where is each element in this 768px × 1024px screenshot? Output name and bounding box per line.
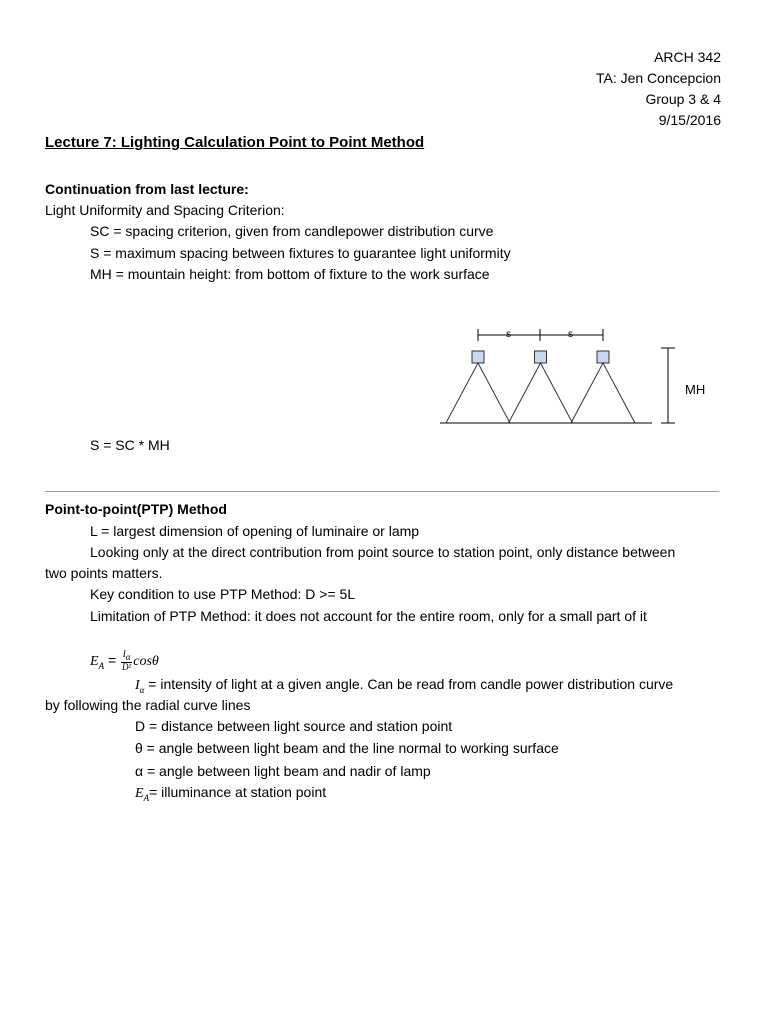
s-definition: S = maximum spacing between fixtures to guarantee light uniformity [90, 245, 511, 261]
spacing-formula: S = SC * MH [90, 437, 170, 453]
equation-lhs: E [90, 654, 99, 669]
ea-definition [135, 784, 326, 806]
mh-dimension-line [661, 348, 675, 423]
section-divider [45, 491, 719, 492]
light-cone [446, 363, 510, 423]
light-fixture-icon [597, 351, 609, 363]
course-code: ARCH 342 [654, 49, 721, 65]
light-cone [571, 363, 635, 423]
alpha-definition: α = angle between light beam and nadir of lamp [135, 763, 431, 779]
spacing-label-1: s [506, 329, 511, 340]
section2-heading: Point-to-point(PTP) Method [45, 501, 227, 517]
theta-definition: θ = angle between light beam and the line normal to working surface [135, 740, 559, 756]
ia-text: = intensity of light at a given angle. Can be read from candle power distribution curve [144, 676, 674, 692]
l-definition: L = largest dimension of opening of luminaire or lamp [90, 523, 420, 539]
fixtures-group [446, 351, 635, 423]
light-fixture-icon [472, 351, 484, 363]
section1-subheading: Light Uniformity and Spacing Criterion: [45, 202, 285, 218]
limitation: Limitation of PTP Method: it does not account for the entire room, only for a small part of it [90, 608, 647, 624]
light-fixture-icon [535, 351, 547, 363]
illuminance-equation [90, 649, 159, 677]
ptp-paragraph-line1: Looking only at the direct contribution from point source to station point, only distance between [90, 544, 676, 560]
equation-trailing: cosθ [133, 654, 159, 669]
spacing-dimension-line [478, 329, 603, 341]
light-cone [509, 363, 573, 423]
ta-name: TA: Jen Concepcion [595, 70, 721, 86]
ea-text: = illuminance at station point [149, 784, 327, 800]
sc-definition: SC = spacing criterion, given from candlepower distribution curve [90, 223, 494, 239]
date-label: 9/15/2016 [658, 112, 721, 128]
page-title: Lecture 7: Lighting Calculation Point to Point Method [45, 134, 425, 151]
spacing-label-2: s [568, 329, 573, 340]
d-definition: D = distance between light source and station point [135, 718, 453, 734]
mh-label: MH [685, 382, 706, 397]
equation-fraction [121, 650, 132, 672]
group-label: Group 3 & 4 [645, 91, 721, 107]
ia-symbol: I [135, 678, 140, 693]
equation-numerator-sub: α [125, 652, 131, 663]
ptp-paragraph-line2: two points matters. [45, 565, 163, 581]
equation-numerator-symbol: I [122, 649, 126, 660]
ia-definition [135, 676, 673, 698]
ea-symbol: E [135, 786, 144, 801]
ia-definition-cont: by following the radial curve lines [45, 697, 251, 713]
fixture-spacing-diagram [440, 325, 706, 429]
equation-denominator: D² [122, 662, 132, 673]
key-condition: Key condition to use PTP Method: D >= 5L [90, 586, 356, 602]
ia-symbol-sub: α [139, 684, 145, 695]
equation-lhs-sub: A [98, 660, 105, 671]
section1-heading: Continuation from last lecture: [45, 181, 249, 197]
equation-equals: = [104, 652, 121, 668]
ea-symbol-sub: A [143, 792, 150, 803]
mh-definition: MH = mountain height: from bottom of fixture to the work surface [90, 266, 490, 282]
